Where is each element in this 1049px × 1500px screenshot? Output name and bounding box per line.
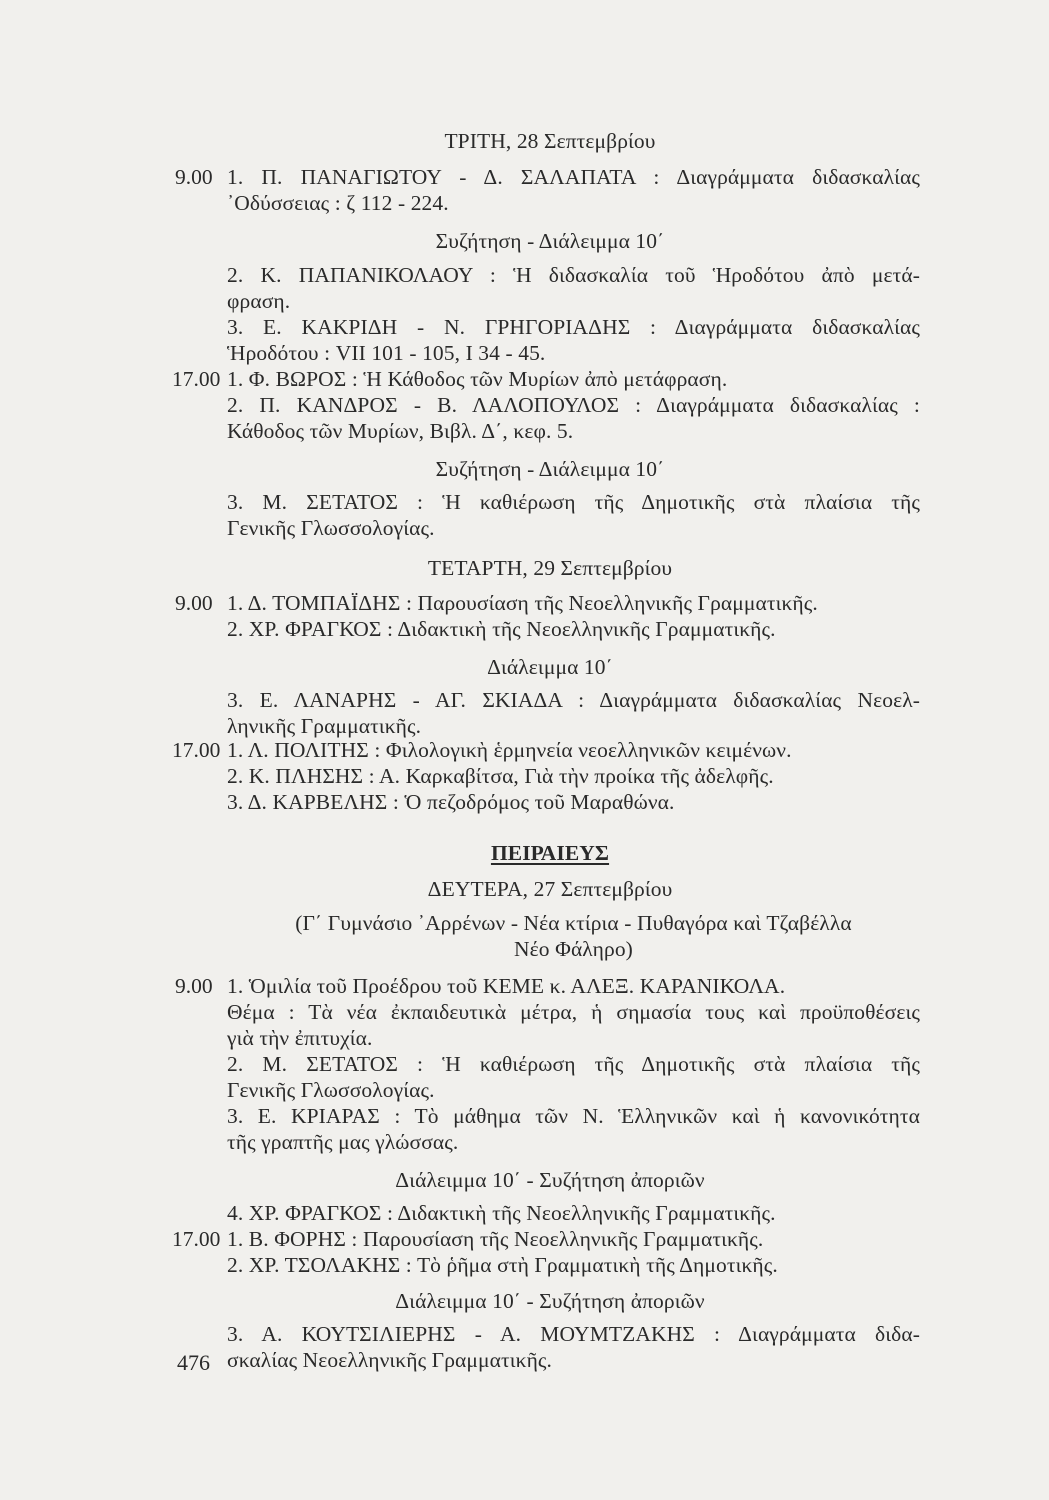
wednesday-item-m2: 2. ΧΡ. ΦΡΑΓΚΟΣ : Διδακτικὴ τῆς Νεοελληνικῆς Γραμματικῆς.	[227, 617, 776, 641]
piraeus-venue-line-2: Νέο Φάληρο)	[514, 937, 633, 961]
tuesday-item-m1b: ᾿Οδύσσειας : ζ 112 - 224.	[227, 191, 449, 215]
tuesday-item-e2a: 2. Π. ΚΑΝΔΡΟΣ - Β. ΛΑΛΟΠΟΥΛΟΣ : Διαγράμματα διδασκαλίας :	[227, 393, 920, 417]
wednesday-break-1: Διάλειμμα 10΄	[487, 655, 613, 679]
wednesday-morning-time: 9.00	[175, 591, 213, 615]
wednesday-date-heading: ΤΕΤΑΡΤΗ, 29 Σεπτεμβρίου	[427, 556, 673, 580]
tuesday-item-e3a: 3. Μ. ΣΕΤΑΤΟΣ : Ἡ καθιέρωση τῆς Δημοτικῆς στὰ πλαίσια τῆς	[227, 490, 920, 514]
piraeus-date-heading: ΔΕΥΤΕΡΑ, 27 Σεπτεμβρίου	[427, 877, 673, 901]
piraeus-item-e2: 2. ΧΡ. ΤΣΟΛΑΚΗΣ : Τὸ ῥῆμα στὴ Γραμματικὴ τῆς Δημοτικῆς.	[227, 1253, 778, 1277]
piraeus-item-e3b: σκαλίας Νεοελληνικῆς Γραμματικῆς.	[227, 1348, 553, 1372]
tuesday-item-m1a: 1. Π. ΠΑΝΑΓΙΩΤΟΥ - Δ. ΣΑΛΑΠΑΤΑ : Διαγράμματα διδασκαλίας	[227, 165, 920, 189]
page-number: 476	[177, 1350, 210, 1375]
wednesday-item-e1: 1. Λ. ΠΟΛΙΤΗΣ : Φιλολογικὴ ἑρμηνεία νεοελληνικῶν κειμένων.	[227, 738, 792, 762]
piraeus-break-2: Διάλειμμα 10΄ - Συζήτηση ἀποριῶν	[395, 1289, 705, 1313]
tuesday-item-e2b: Κάθοδος τῶν Μυρίων, Βιβλ. Δ΄, κεφ. 5.	[227, 419, 574, 443]
wednesday-item-m3b: ληνικῆς Γραμματικῆς.	[227, 714, 422, 738]
wednesday-item-e3: 3. Δ. ΚΑΡΒΕΛΗΣ : Ὁ πεζοδρόμος τοῦ Μαραθώνα.	[227, 790, 675, 814]
tuesday-evening-time: 17.00	[172, 367, 221, 391]
wednesday-item-m3a: 3. Ε. ΛΑΝΑΡΗΣ - ΑΓ. ΣΚΙΑΔΑ : Διαγράμματα διδασκαλίας Νεοελ-	[227, 688, 920, 712]
wednesday-evening-time: 17.00	[172, 738, 221, 762]
tuesday-date-heading: ΤΡΙΤΗ, 28 Σεπτεμβρίου	[444, 129, 656, 153]
tuesday-item-m3a: 3. Ε. ΚΑΚΡΙΔΗ - Ν. ΓΡΗΓΟΡΙΑΔΗΣ : Διαγράμματα διδασκαλίας	[227, 315, 920, 339]
piraeus-item-m3b: τῆς γραπτῆς μας γλώσσας.	[227, 1130, 459, 1154]
wednesday-item-m1: 1. Δ. ΤΟΜΠΑΪΔΗΣ : Παρουσίαση τῆς Νεοελληνικῆς Γραμματικῆς.	[227, 591, 818, 615]
piraeus-venue-line-1: (Γ΄ Γυμνάσιο ᾿Αρρένων - Νέα κτίρια - Πυθαγόρα καὶ Τζαβέλλα	[295, 911, 852, 935]
piraeus-item-m2a: 2. Μ. ΣΕΤΑΤΟΣ : Ἡ καθιέρωση τῆς Δημοτικῆς στὰ πλαίσια τῆς	[227, 1052, 920, 1076]
tuesday-item-e1: 1. Φ. ΒΩΡΟΣ : Ἡ Κάθοδος τῶν Μυρίων ἀπὸ μετάφραση.	[227, 367, 728, 391]
piraeus-item-m1b: Θέμα : Τὰ νέα ἐκπαιδευτικὰ μέτρα, ἡ σημασία τους καὶ προϋποθέσεις	[227, 1000, 920, 1024]
tuesday-item-m2a: 2. Κ. ΠΑΠΑΝΙΚΟΛΑΟΥ : Ἡ διδασκαλία τοῦ Ἡροδότου ἀπὸ μετά-	[227, 263, 920, 287]
tuesday-item-e3b: Γενικῆς Γλωσσολογίας.	[227, 516, 435, 540]
tuesday-item-m2b: φραση.	[227, 289, 291, 313]
piraeus-item-m2b: Γενικῆς Γλωσσολογίας.	[227, 1078, 435, 1102]
piraeus-morning-time: 9.00	[175, 974, 213, 998]
piraeus-break-1: Διάλειμμα 10΄ - Συζήτηση ἀποριῶν	[395, 1168, 705, 1192]
piraeus-heading: ΠΕΙΡΑΙΕΥΣ	[490, 841, 610, 865]
tuesday-break-2: Συζήτηση - Διάλειμμα 10΄	[435, 457, 665, 481]
piraeus-evening-time: 17.00	[172, 1227, 221, 1251]
tuesday-morning-time: 9.00	[175, 165, 213, 189]
piraeus-item-m1: 1. Ὁμιλία τοῦ Προέδρου τοῦ ΚΕΜΕ κ. ΑΛΕΞ. ΚΑΡΑΝΙΚΟΛΑ.	[227, 974, 786, 998]
piraeus-item-m1c: γιὰ τὴν ἐπιτυχία.	[227, 1026, 373, 1050]
tuesday-item-m3b: Ἡροδότου : VII 101 - 105, I 34 - 45.	[227, 341, 546, 365]
piraeus-item-m4: 4. ΧΡ. ΦΡΑΓΚΟΣ : Διδακτικὴ τῆς Νεοελληνικῆς Γραμματικῆς.	[227, 1201, 776, 1225]
wednesday-item-e2: 2. Κ. ΠΛΗΣΗΣ : Α. Καρκαβίτσα, Γιὰ τὴν προίκα τῆς ἀδελφῆς.	[227, 764, 774, 788]
tuesday-break-1: Συζήτηση - Διάλειμμα 10΄	[435, 229, 665, 253]
piraeus-item-e1: 1. Β. ΦΟΡΗΣ : Παρουσίαση τῆς Νεοελληνικῆς Γραμματικῆς.	[227, 1227, 764, 1251]
piraeus-item-e3a: 3. Α. ΚΟΥΤΣΙΛΙΕΡΗΣ - Α. ΜΟΥΜΤΖΑΚΗΣ : Διαγράμματα διδα-	[227, 1322, 920, 1346]
piraeus-item-m3a: 3. Ε. ΚΡΙΑΡΑΣ : Τὸ μάθημα τῶν Ν. Ἑλληνικῶν καὶ ἡ κανονικότητα	[227, 1104, 920, 1128]
